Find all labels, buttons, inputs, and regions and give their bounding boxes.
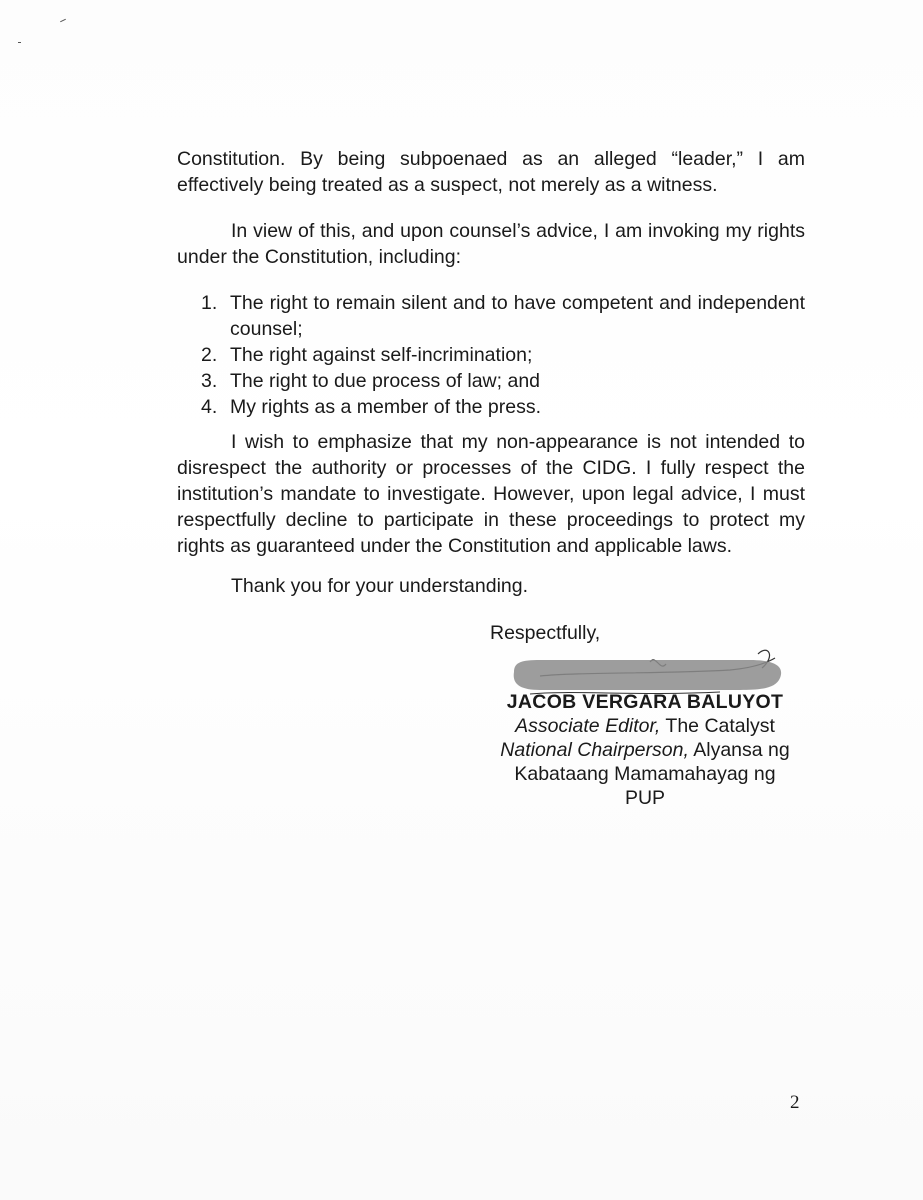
list-item (177, 290, 805, 342)
title-org: The Catalyst (660, 715, 775, 737)
signatory-title-3: Kabataang Mamamahayag ng (514, 763, 776, 785)
paragraph-thanks: Thank you for your understanding. (231, 575, 529, 597)
title-org: Alyansa ng (688, 739, 790, 761)
list-number: 3. (201, 370, 218, 392)
list-item (177, 368, 805, 394)
page-number: 2 (790, 1092, 800, 1113)
list-number: 2. (201, 344, 218, 366)
title-role: Associate Editor, (515, 715, 661, 737)
list-number: 1. (201, 292, 218, 314)
paragraph-constitution: Constitution. By being subpoenaed as an alleged “leader,” I am effectively being treated as a suspect, not merely as a witness. (177, 148, 805, 196)
signatory-title-2 (480, 738, 810, 762)
signatory-title-4: PUP (624, 787, 666, 809)
list-text: The right against self-incrimination; (230, 344, 533, 366)
list-item (177, 394, 805, 420)
signatory-title-1 (480, 714, 810, 738)
paragraph-invoking-rights: In view of this, and upon counsel’s advice, I am invoking my rights under the Constitution, including: (177, 220, 805, 268)
list-text: My rights as a member of the press. (230, 396, 542, 418)
rights-list (177, 290, 805, 420)
list-number: 4. (201, 396, 218, 418)
list-item (177, 342, 805, 368)
signatory-name: JACOB VERGARA BALUYOT (506, 691, 784, 713)
closing-salutation: Respectfully, (490, 622, 601, 644)
list-text: The right to due process of law; and (230, 370, 541, 392)
scan-speck (18, 42, 21, 43)
title-role: National Chairperson, (500, 739, 689, 761)
list-text: The right to remain silent and to have competent and independent counsel; (230, 292, 805, 340)
paragraph-emphasis: I wish to emphasize that my non-appearance is not intended to disrespect the authority or processes of the CIDG. I fully respect the institution’s mandate to investigate. However, upon legal advice, I must respectfully decline to participate in these proceedings to protect my rights as guaranteed under the Constitution and applicable laws. (177, 431, 805, 557)
signature-block (480, 690, 810, 810)
scan-speck (60, 19, 66, 22)
